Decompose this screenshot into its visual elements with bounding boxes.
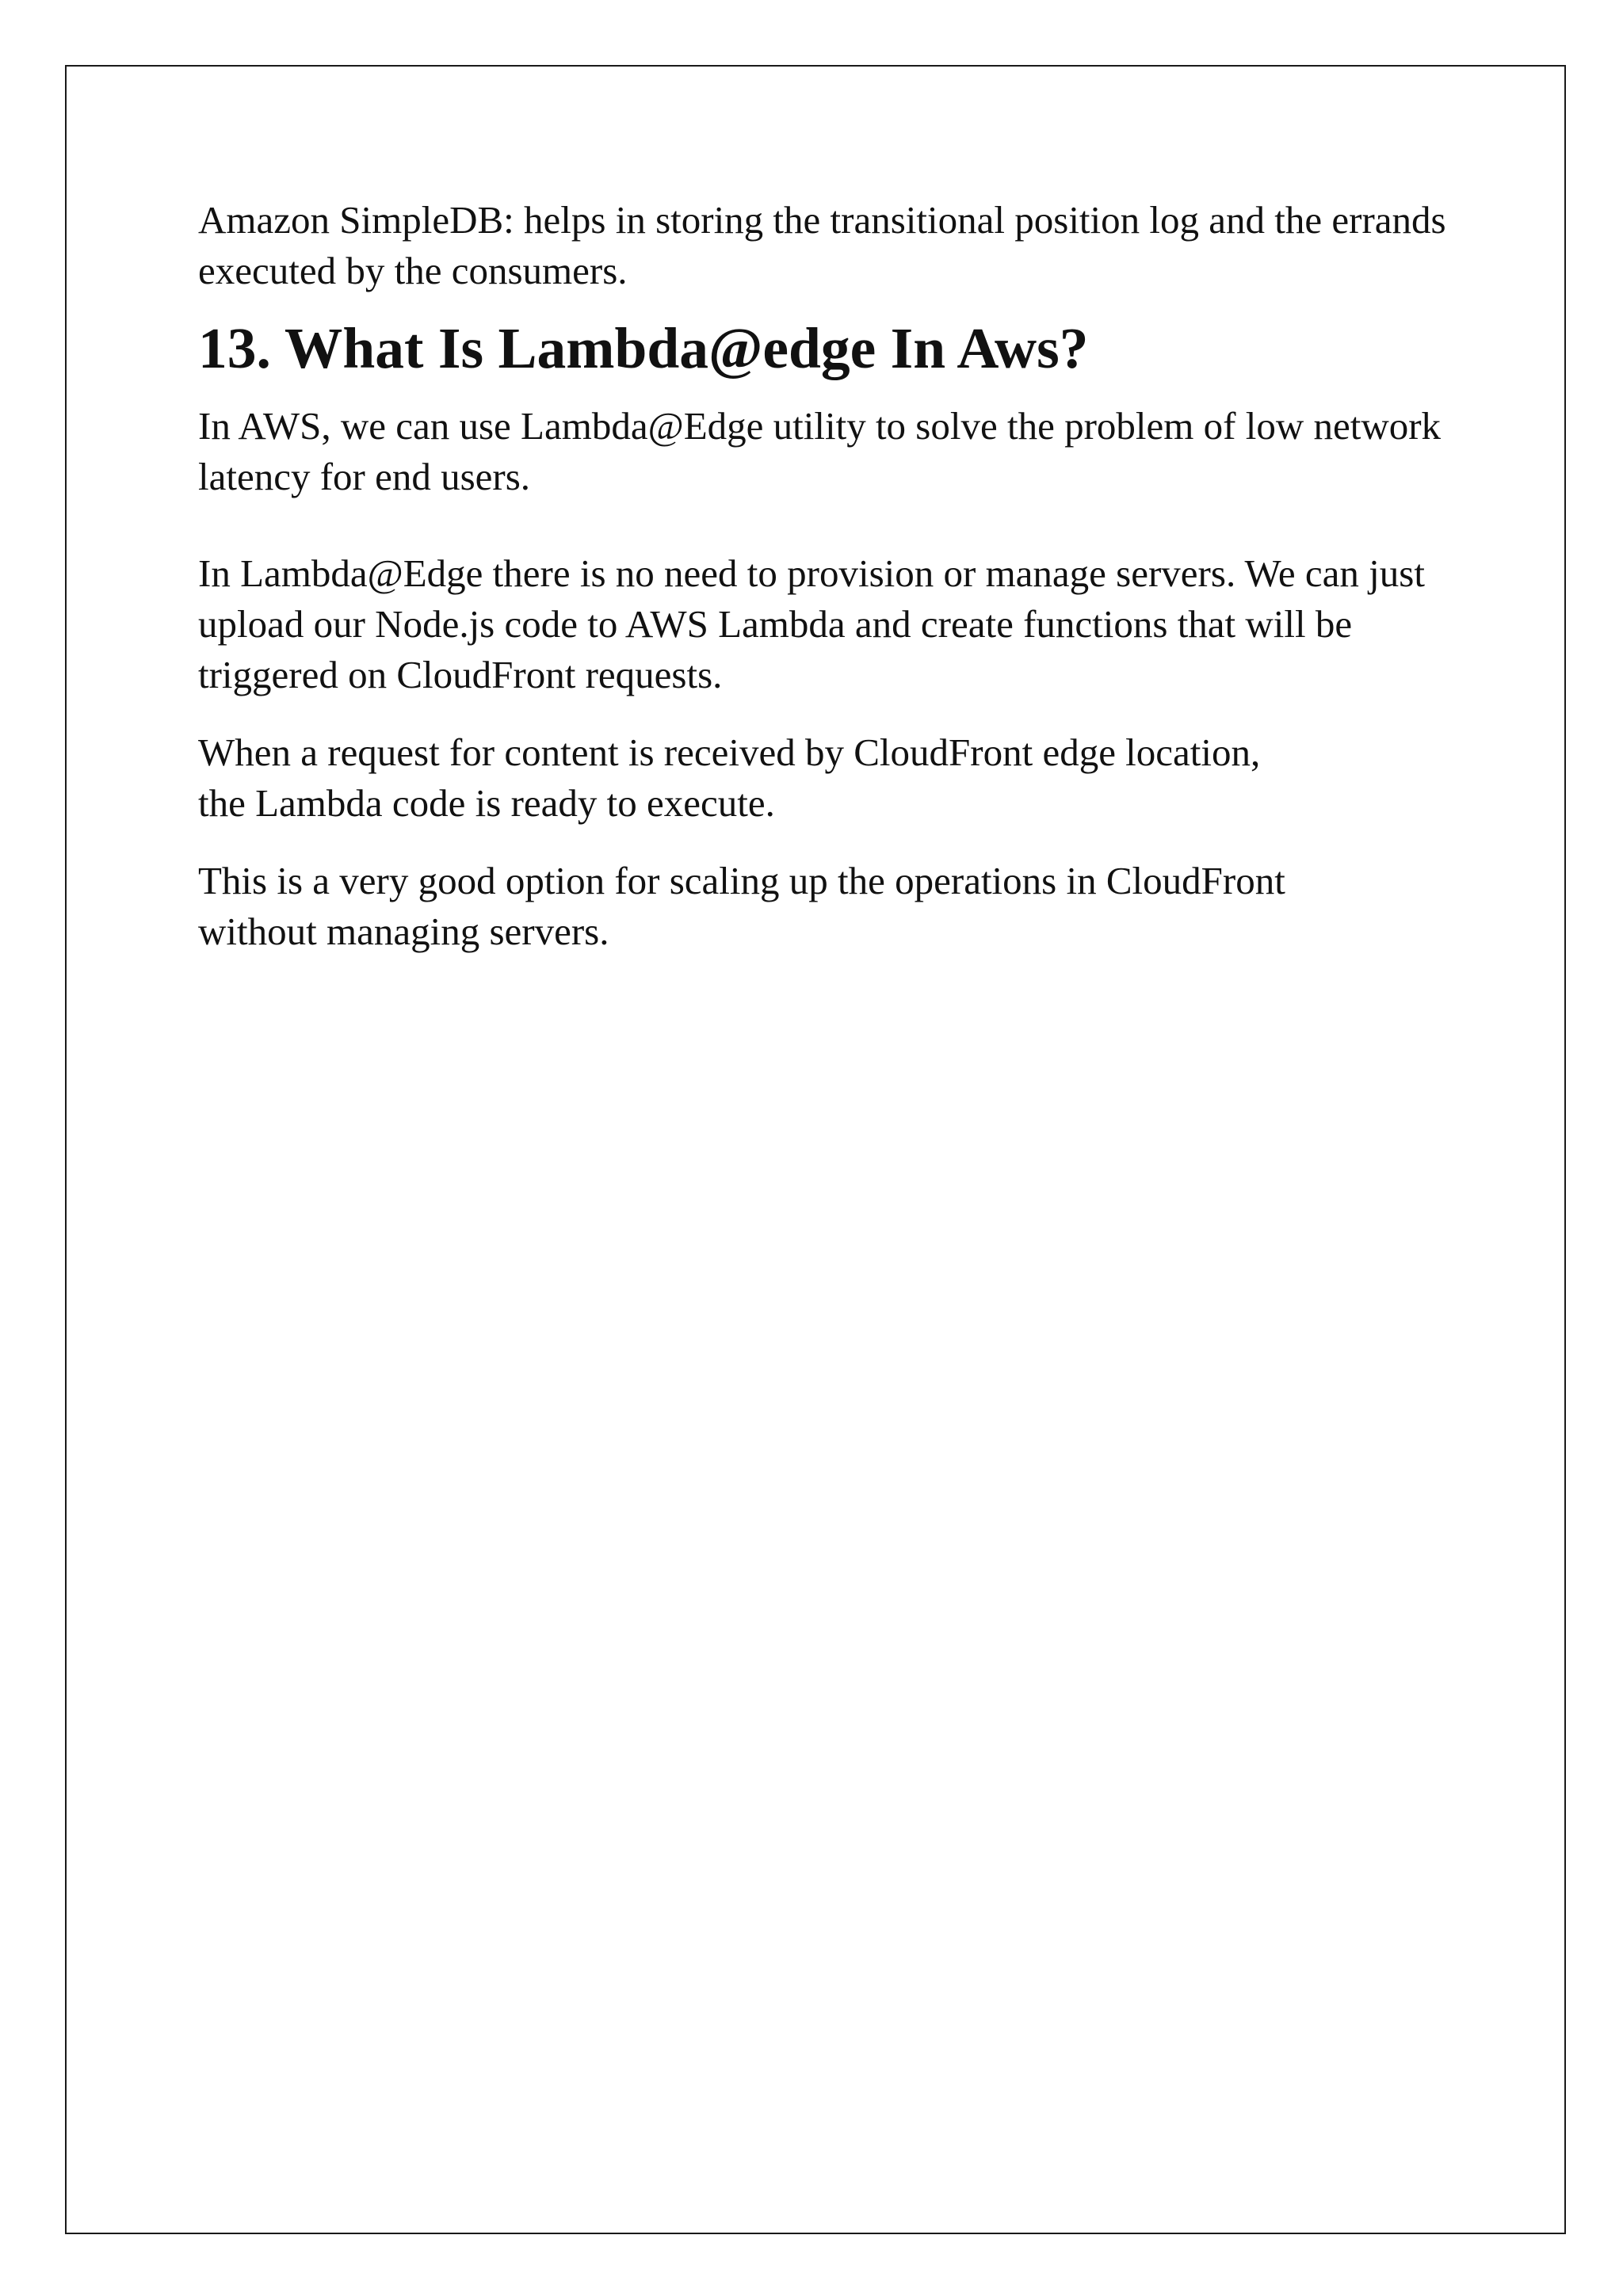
body-paragraph: [198, 856, 1482, 957]
intro-paragraph: [198, 195, 1482, 296]
body-paragraph: [198, 727, 1482, 829]
paragraph-line: Amazon SimpleDB: helps in storing the transitional position log and the errands: [198, 198, 1446, 242]
page-content: [198, 195, 1482, 957]
paragraph-line: executed by the consumers.: [198, 249, 628, 292]
body-paragraph: [198, 548, 1482, 700]
paragraph-line: latency for end users.: [198, 455, 531, 498]
body-paragraph: [198, 401, 1482, 502]
paragraph-line: When a request for content is received by CloudFront edge location,: [198, 730, 1261, 774]
paragraph-line: This is a very good option for scaling up the operations in CloudFront: [198, 859, 1285, 902]
section-heading: 13. What Is Lambda@edge In Aws?: [198, 316, 1089, 380]
paragraph-line: the Lambda code is ready to execute.: [198, 781, 775, 825]
paragraph-line: In Lambda@Edge there is no need to provision or manage servers. We can just: [198, 551, 1425, 595]
paragraph-line: triggered on CloudFront requests.: [198, 653, 723, 696]
paragraph-line: upload our Node.js code to AWS Lambda and create functions that will be: [198, 602, 1353, 646]
paragraph-line: In AWS, we can use Lambda@Edge utility to solve the problem of low network: [198, 404, 1442, 448]
paragraph-line: without managing servers.: [198, 910, 609, 953]
